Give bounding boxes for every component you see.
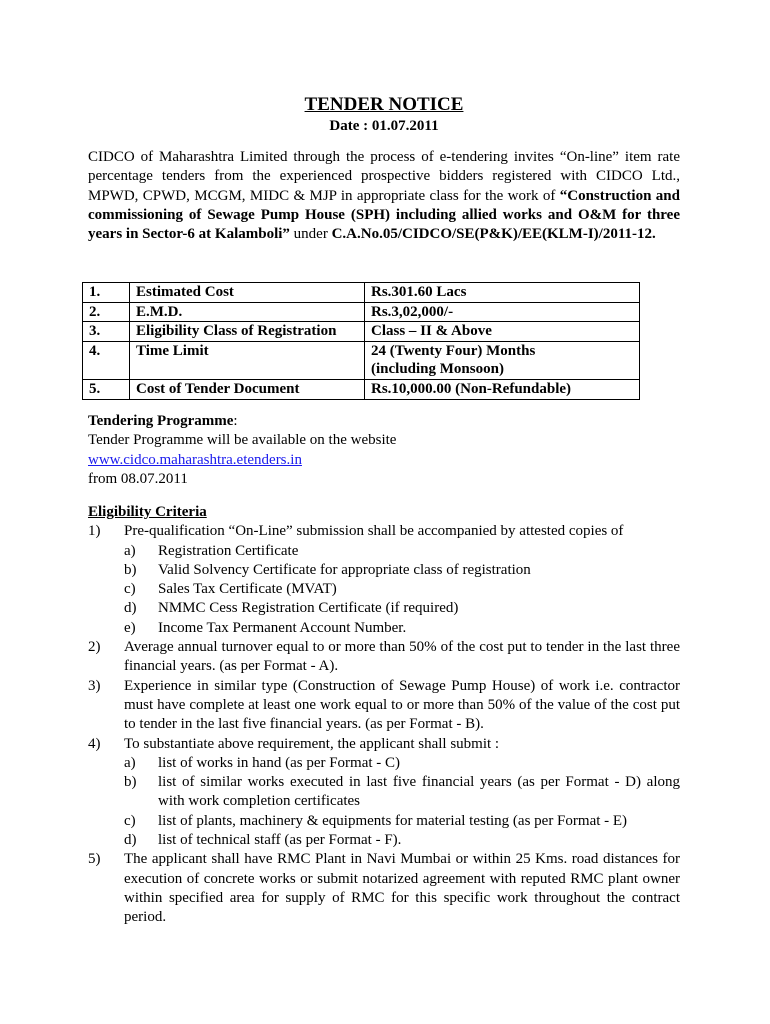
sub-item-letter: c): [124, 581, 136, 598]
row-label: Time Limit: [130, 341, 365, 379]
criteria-sub-item: [124, 754, 680, 773]
criteria-sub-item: [124, 619, 680, 638]
sub-item-letter: d): [124, 600, 137, 617]
sub-item-text: Income Tax Permanent Account Number.: [158, 619, 407, 636]
row-value: [365, 322, 640, 342]
sub-item-text: list of works in hand (as per Format - C): [158, 754, 401, 771]
row-value-text: Class – II & Above: [371, 323, 492, 340]
row-value-text: Rs.301.60 Lacs: [371, 284, 467, 300]
sub-item-text: list of technical staff (as per Format - F).: [158, 832, 402, 849]
criteria-sub-item: [124, 561, 680, 580]
programme-heading: Tendering Programme: [88, 413, 234, 429]
page-title: TENDER NOTICE: [304, 94, 464, 115]
row-number: 3.: [83, 322, 130, 342]
details-row: [83, 283, 640, 303]
row-value: [365, 341, 640, 379]
details-row: [83, 379, 640, 399]
tender-details-table: [82, 282, 640, 400]
intro-text: CIDCO of Maharashtra Limited through the process of e-tendering invites “On-line” item rate percentage tenders from the experienced prospective bidders registered with CIDCO Ltd., MPWD, CPWD, MCGM, MIDC & MJP in appropriate class for the work of: [88, 149, 680, 204]
row-value-text: 24 (Twenty Four) Months: [371, 342, 536, 359]
programme-line: Tender Programme will be available on the website: [88, 432, 397, 449]
criteria-number: 4): [88, 735, 101, 752]
criteria-item: [88, 638, 680, 677]
sub-item-text: list of plants, machinery & equipments for material testing (as per Format - E): [158, 812, 628, 829]
tendering-programme: [88, 412, 680, 489]
eligibility-list: [88, 522, 680, 927]
criteria-item: [88, 735, 680, 851]
sub-item-letter: c): [124, 812, 136, 829]
criteria-sub-item: [124, 542, 680, 561]
row-number: 4.: [83, 341, 130, 379]
row-value-text: Rs.10,000.00 (Non-Refundable): [371, 380, 572, 397]
criteria-sub-item: [124, 773, 680, 812]
sub-item-letter: a): [124, 754, 136, 771]
criteria-sub-item: [124, 831, 680, 850]
criteria-item: [88, 677, 680, 735]
criteria-text: To substantiate above requirement, the applicant shall submit :: [124, 735, 500, 752]
row-value: [365, 283, 640, 303]
details-row: [83, 341, 640, 379]
row-number: 2.: [83, 302, 130, 322]
row-label: Cost of Tender Document: [130, 379, 365, 399]
criteria-number: 1): [88, 523, 101, 540]
eligibility-heading: Eligibility Criteria: [88, 504, 207, 520]
sub-item-text: Valid Solvency Certificate for appropriate class of registration: [158, 561, 531, 578]
eligibility-criteria: [88, 503, 680, 928]
row-value-text: Rs.3,02,000/-: [371, 303, 454, 320]
sub-item-letter: a): [124, 542, 136, 559]
details-row: [83, 302, 640, 322]
intro-under: under: [289, 226, 332, 243]
programme-colon: :: [233, 413, 238, 429]
sub-item-letter: d): [124, 832, 137, 849]
website-link[interactable]: www.cidco.maharashtra.etenders.in: [88, 451, 302, 468]
criteria-text: Average annual turnover equal to or more than 50% of the cost put to tender in the last three financial years. (as per Format - A).: [124, 639, 680, 675]
row-label: E.M.D.: [130, 302, 365, 322]
row-value: [365, 302, 640, 322]
sub-item-letter: b): [124, 774, 137, 791]
contract-number: C.A.No.05/CIDCO/SE(P&K)/EE(KLM-I)/2011-12.: [331, 226, 656, 243]
intro-paragraph: [88, 148, 680, 244]
sub-item-letter: b): [124, 561, 137, 578]
work-name: “Construction and commissioning of Sewage Pump House (SPH) including allied works and O&M for three years in Sector-6 at Kalamboli”: [88, 187, 680, 243]
criteria-sub-item: [124, 599, 680, 618]
row-number: 5.: [83, 379, 130, 399]
criteria-text: Pre-qualification “On-Line” submission shall be accompanied by attested copies of: [124, 523, 624, 540]
criteria-item: [88, 522, 680, 638]
notice-date: Date : 01.07.2011: [329, 118, 439, 134]
criteria-sub-item: [124, 812, 680, 831]
criteria-number: 3): [88, 677, 101, 694]
sub-item-text: list of similar works executed in last five financial years (as per Format - D) along with work completion certificates: [158, 774, 680, 810]
criteria-text: Experience in similar type (Construction of Sewage Pump House) of work i.e. contractor must have complete at least one work equal to or more than 50% of the value of the cost put to tender in the last five financial years. (as per Format - B).: [124, 677, 680, 733]
row-number: 1.: [83, 283, 130, 303]
criteria-item: [88, 850, 680, 927]
row-label: Eligibility Class of Registration: [130, 322, 365, 342]
sub-item-letter: e): [124, 619, 136, 636]
criteria-sub-item: [124, 580, 680, 599]
programme-date: from 08.07.2011: [88, 470, 188, 487]
row-value: [365, 379, 640, 399]
row-label: Estimated Cost: [130, 283, 365, 303]
criteria-text: The applicant shall have RMC Plant in Navi Mumbai or within 25 Kms. road distances for execution of concrete works or submit notarized agreement with reputed RMC plant owner within specified area for supply of RMC for this specific work throughout the contract period.: [124, 851, 680, 926]
details-row: [83, 322, 640, 342]
row-value-text-2: (including Monsoon): [371, 361, 504, 378]
sub-item-text: Registration Certificate: [158, 542, 299, 559]
sub-item-text: Sales Tax Certificate (MVAT): [158, 581, 337, 598]
criteria-number: 2): [88, 639, 101, 656]
criteria-number: 5): [88, 851, 101, 868]
sub-item-text: NMMC Cess Registration Certificate (if required): [158, 600, 459, 617]
